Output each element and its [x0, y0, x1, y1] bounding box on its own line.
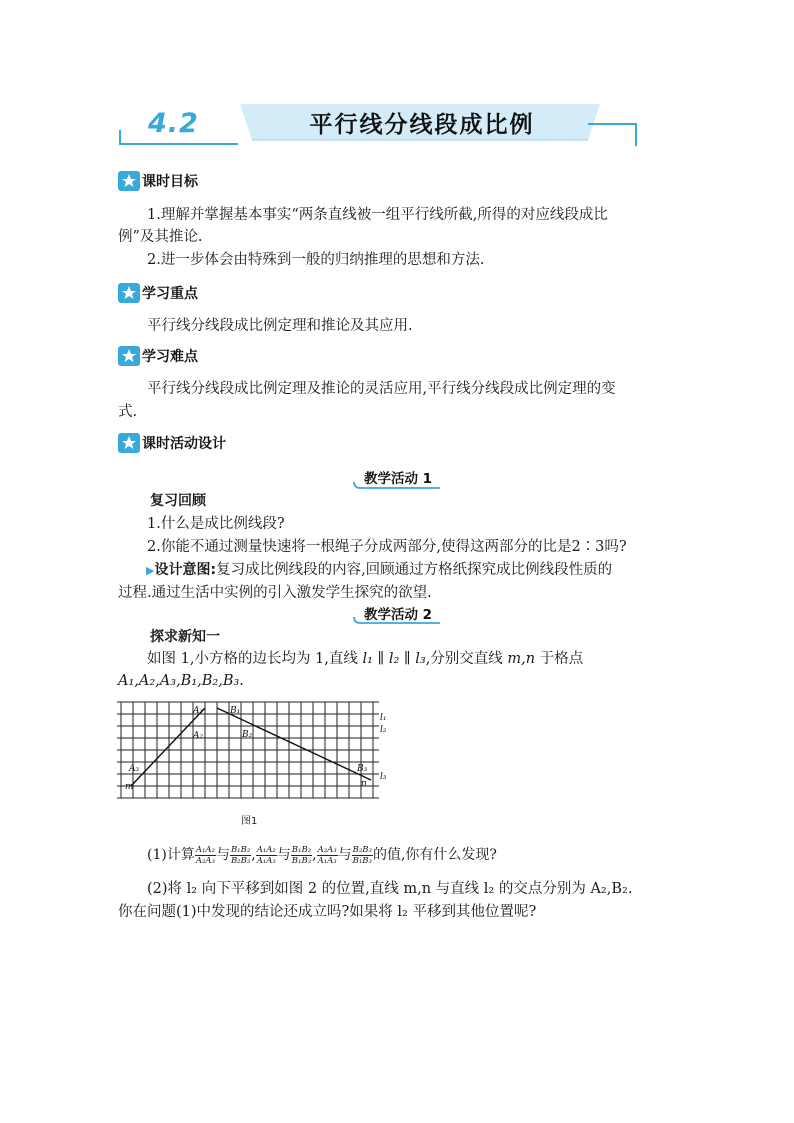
- fraction: $\frac{\text{A₁A₂}}{\text{A₂A₃}}$: [195, 844, 215, 866]
- section-difficulty-heading: [118, 345, 198, 367]
- label-l2: l₂: [380, 725, 387, 735]
- activity-1-subtitle: 复习回顾: [150, 493, 206, 509]
- line-n: [217, 708, 371, 780]
- goal-item-1-line-2: 例”及其推论.: [118, 229, 203, 245]
- figure-1-caption: 图1: [241, 816, 258, 827]
- activity-2-intro-line-2: A₁,A₂,A₃,B₁,B₂,B₃.: [118, 673, 244, 689]
- section-number: 4.2: [148, 108, 199, 139]
- activity-1-underline: [352, 482, 442, 492]
- section-title: 学习难点: [142, 349, 198, 365]
- question-1: (1)计算 $\frac{\text{A₁A₂}}{\text{A₂A₃}}$ 与 $\frac{\text{B₁B₂}}{\text{B₂B₃}}$ , $\frac{\text{A₁A₂}}{\text{A₁A₃}}$ 与 $\frac{\text{B₁B₂}}{\text{B₁B₃}}$ , $\frac{\text{A₂A₃}}{\text{A₁A₃}}$ 与 $\frac{\text{B₂B₃}}{\text{B₁B₃}}$ 的值,你有什么发现?: [147, 844, 497, 866]
- design-intent-line-2: 过程.通过生活中实例的引入激发学生探究的欲望.: [118, 585, 432, 601]
- activity-2-underline: [352, 617, 442, 627]
- section-goals-heading: [118, 170, 198, 192]
- difficulty-line-1: 平行线分线段成比例定理及推论的灵活应用,平行线分线段成比例定理的变: [147, 381, 616, 397]
- label-A2: A₂: [193, 731, 204, 741]
- question-2-line-1: (2)将 l₂ 向下平移到如图 2 的位置,直线 m,n 与直线 l₂ 的交点分别为 A₂,B₂.: [147, 881, 633, 897]
- review-question-2: 2.你能不通过测量快速将一根绳子分成两部分,使得这两部分的比是2∶3吗?: [147, 539, 627, 555]
- goal-item-2: 2.进一步体会由特殊到一般的归纳推理的思想和方法.: [147, 252, 485, 268]
- label-B3: B₃: [357, 764, 368, 774]
- design-intent-line-1: ▶设计意图:复习成比例线段的内容,回顾通过方格纸探究成比例线段性质的: [146, 562, 613, 578]
- section-focus-heading: [118, 282, 198, 304]
- section-title: 学习重点: [142, 286, 198, 302]
- label-m: m: [125, 782, 134, 792]
- goal-item-1-line-1: 1.理解并掌握基本事实“两条直线被一组平行线所截,所得的对应线段成比: [147, 207, 608, 223]
- section-star-icon: [118, 433, 140, 453]
- activity-2-intro: 如图 1,小方格的边长均为 1,直线 l₁ ∥ l₂ ∥ l₃,分别交直线 m,n 于格点: [147, 651, 584, 667]
- intent-label: 设计意图:: [154, 562, 217, 578]
- section-star-icon: [118, 171, 140, 191]
- fraction: $\frac{\text{B₁B₂}}{\text{B₂B₃}}$: [230, 844, 251, 866]
- fraction: $\frac{\text{A₁A₂}}{\text{A₁A₃}}$: [256, 844, 276, 866]
- section-title: 课时活动设计: [142, 436, 226, 452]
- page-title: 平行线分线段成比例: [309, 112, 535, 138]
- activity-2-subtitle: 探求新知一: [150, 629, 220, 645]
- label-n: n: [361, 779, 367, 789]
- difficulty-line-2: 式.: [118, 404, 138, 420]
- label-l1: l₁: [380, 713, 387, 723]
- review-question-1: 1.什么是成比例线段?: [147, 516, 285, 532]
- question-2-line-2: 你在问题(1)中发现的结论还成立吗?如果将 l₂ 平移到其他位置呢?: [118, 904, 537, 920]
- label-A3: A₃: [129, 764, 140, 774]
- section-design-heading: [118, 432, 226, 454]
- label-A1: A₁: [193, 706, 204, 716]
- fraction: $\frac{\text{B₁B₂}}{\text{B₁B₃}}$: [291, 844, 312, 866]
- label-B2: B₂: [242, 730, 253, 740]
- section-star-icon: [118, 346, 140, 366]
- activity-2-title: 教学活动 2: [363, 607, 433, 623]
- section-title: 课时目标: [142, 174, 198, 190]
- label-l3: l₃: [380, 772, 387, 782]
- section-star-icon: [118, 283, 140, 303]
- activity-1-title: 教学活动 1: [363, 471, 433, 487]
- intent-arrow-icon: ▶: [146, 564, 155, 577]
- focus-text: 平行线分线段成比例定理和推论及其应用.: [147, 318, 413, 334]
- fraction: $\frac{\text{A₂A₃}}{\text{A₁A₃}}$: [317, 844, 337, 866]
- label-B1: B₁: [230, 706, 241, 716]
- figure-1-grid: [117, 698, 397, 808]
- fraction: $\frac{\text{B₂B₃}}{\text{B₁B₃}}$: [352, 844, 372, 866]
